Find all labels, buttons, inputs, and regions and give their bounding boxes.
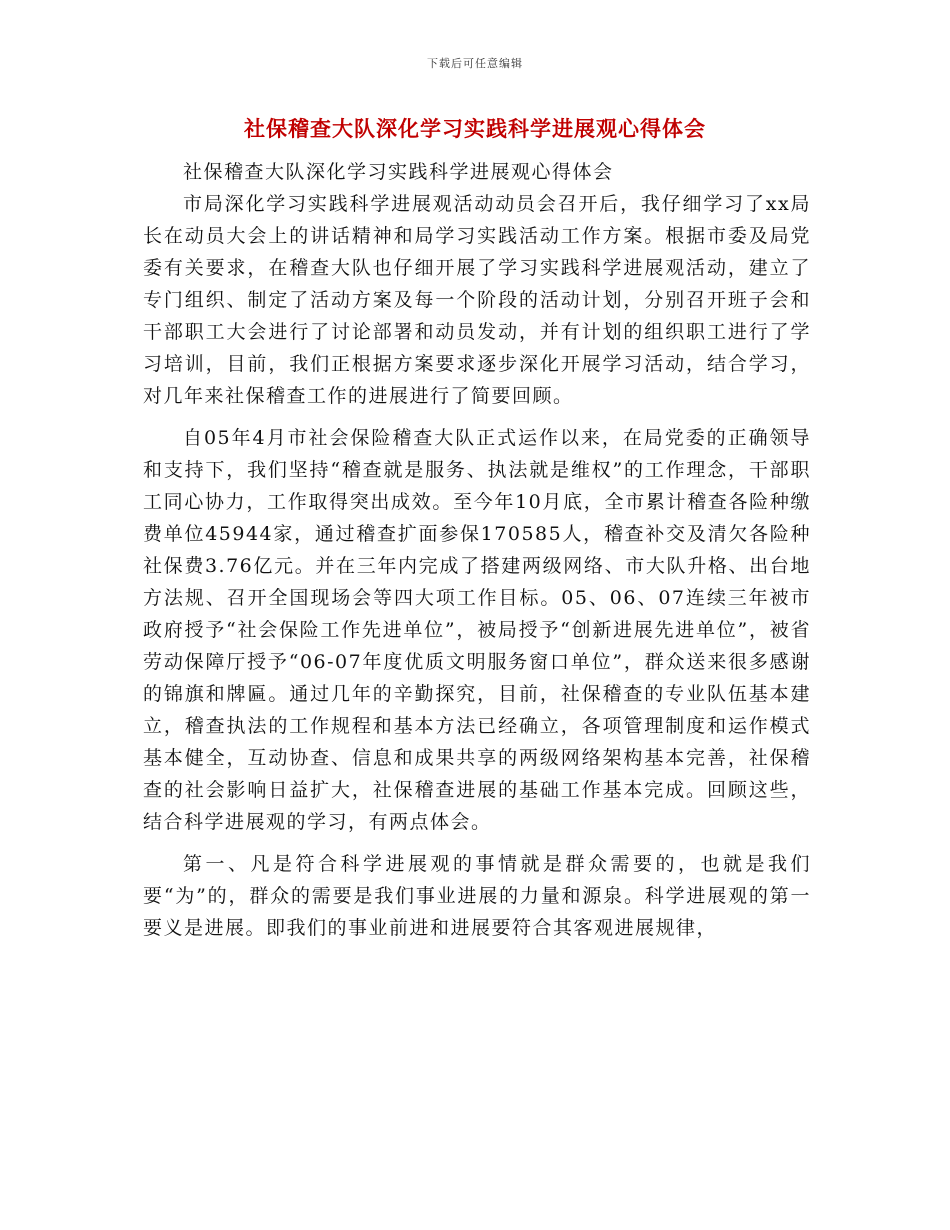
- document-subtitle: 社保稽查大队深化学习实践科学进展观心得体会: [183, 161, 614, 183]
- paragraph-3: 第一、凡是符合科学进展观的事情就是群众需要的，也就是我们要“为”的，群众的需要是我们事业进展的力量和源泉。科学进展观的第一要义是进展。即我们的事业前进和进展要符合其客观进展规律，: [143, 853, 811, 939]
- paragraph-2: 自05年4月市社会保险稽查大队正式运作以来，在局党委的正确领导和支持下，我们坚持“稽查就是服务、执法就是维权”的工作理念，干部职工同心协力，工作取得突出成效。至今年10月底，全市累计稽查各险种缴费单位45944家，通过稽查扩面参保170585人，稽查补交及清欠各险种社保费3.76亿元。并在三年内完成了搭建两级网络、市大队升格、出台地方法规、召开全国现场会等四大项工作目标。05、06、07连续三年被市政府授予“社会保险工作先进单位”，被局授予“创新进展先进单位”，被省劳动保障厅授予“06-07年度优质文明服务窗口单位”，群众送来很多感谢的锦旗和牌匾。通过几年的辛勤探究，目前，社保稽查的专业队伍基本建立，稽查执法的工作规程和基本方法已经确立，各项管理制度和运作模式基本健全，互动协查、信息和成果共享的两级网络架构基本完善，社保稽查的社会影响日益扩大，社保稽查进展的基础工作基本完成。回顾这些，结合科学进展观的学习，有两点体会。: [143, 427, 811, 833]
- document-body: [143, 156, 811, 954]
- document-title: 社保稽查大队深化学习实践科学进展观心得体会: [244, 116, 706, 141]
- page-header-note: 下载后可任意编辑: [427, 57, 523, 70]
- paragraph-1: 市局深化学习实践科学进展观活动动员会召开后，我仔细学习了xx局长在动员大会上的讲话精神和局学习实践活动工作方案。根据市委及局党委有关要求，在稽查大队也仔细开展了学习实践科学进展观活动，建立了专门组织、制定了活动方案及每一个阶段的活动计划，分别召开班子会和干部职工大会进行了讨论部署和动员发动，并有计划的组织职工进行了学习培训，目前，我们正根据方案要求逐步深化开展学习活动，结合学习，对几年来社保稽查工作的进展进行了简要回顾。: [143, 193, 811, 407]
